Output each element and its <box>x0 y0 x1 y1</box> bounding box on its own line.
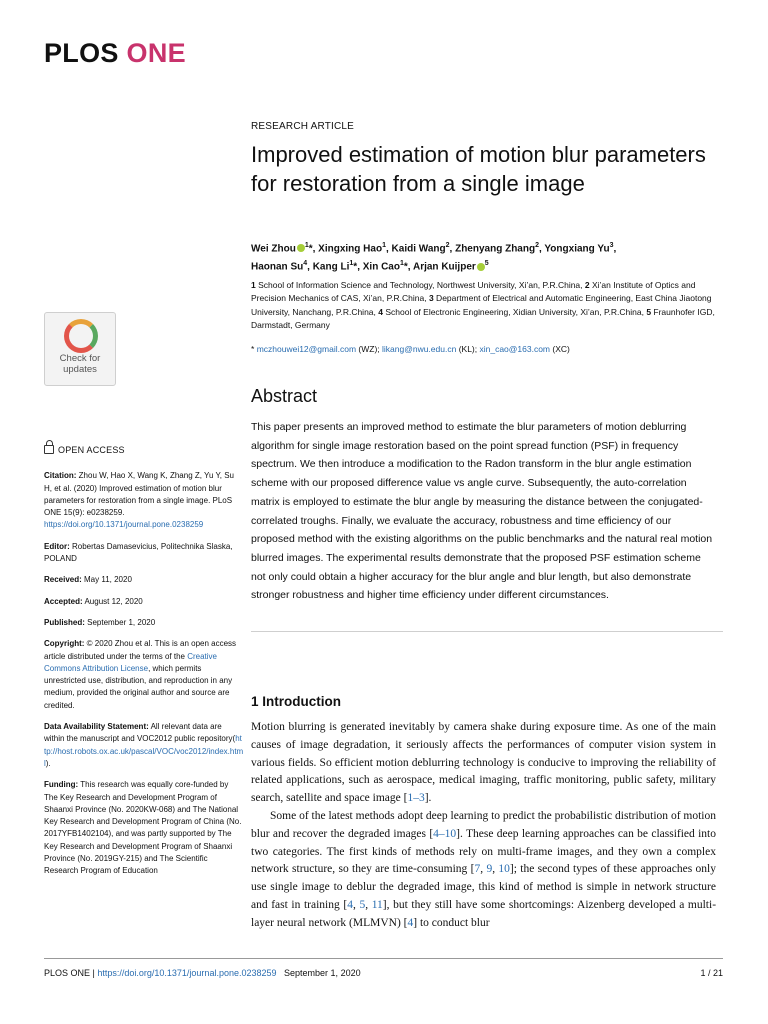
article-info-sidebar <box>44 444 244 887</box>
reference-link[interactable]: 9 <box>486 863 493 876</box>
intro-body <box>251 719 716 933</box>
data-availability: Data Availability Statement: All relevant data are within the manuscript and VOC2012 public repository(http://host.robots.ox.ac.uk/pascal/VOC/voc2012/index.html). <box>44 722 244 768</box>
article-type-label: RESEARCH ARTICLE <box>251 121 355 132</box>
affil-sup: 3 <box>609 242 614 249</box>
contact-emails: * mczhouwei12@gmail.com (WZ); likang@nwu.edu.cn (KL); xin_cao@163.com (XC) <box>251 344 570 354</box>
author-name: , Xingxing Hao <box>312 243 383 255</box>
reference-link[interactable]: 4–10 <box>433 827 457 840</box>
page-number: 1 / 21 <box>700 968 723 978</box>
citation: Citation: Zhou W, Hao X, Wang K, Zhang Z, Yu Y, Su H, et al. (2020) Improved estimation of motion blur parameters for restoration from a single image. PLoS ONE 15(9): e0238259. https://doi.org/10.1371/journal.pone.0238259 <box>44 471 235 530</box>
reference-link[interactable]: 7 <box>474 863 481 876</box>
email-link[interactable]: likang@nwu.edu.cn <box>382 344 457 354</box>
affil-sup: 4 <box>303 260 308 268</box>
citation-doi-link[interactable]: https://doi.org/10.1371/journal.pone.0238259 <box>44 520 204 530</box>
abstract-heading: Abstract <box>251 386 318 406</box>
corresponding-mark: * <box>353 261 358 273</box>
author-name: , Kaidi Wang <box>385 243 446 255</box>
data-link[interactable]: http://host.robots.ox.ac.uk/pascal/VOC/voc2012/index.html <box>44 734 244 768</box>
affiliations: 1 School of Information Science and Technology, Northwest University, Xi’an, P.R.China, 2 Xi’an Institute of Optics and Precision Mechanics of CAS, Xi’an, P.R.China, 3 Department of Electrical and Automatic Engineering, East China Jiaotong University, Nanchang, P.R.China, 4 School of Electronic Engineering, Xidian University, Xi’an, P.R.China, 5 Fraunhofer IGD, Darmstadt, Germany <box>251 280 715 330</box>
journal-logo: PLOS ONE <box>44 38 186 68</box>
reference-link[interactable]: 11 <box>371 898 383 911</box>
affil-sup: 1 <box>349 260 354 268</box>
received-date: Received: May 11, 2020 <box>44 575 132 585</box>
corresponding-mark: * <box>403 261 408 273</box>
article-title: Improved estimation of motion blur parameters for restoration from a single image <box>251 142 706 196</box>
author-name: , Arjan Kuijper <box>407 261 476 273</box>
affil-sup: 1 <box>382 242 386 249</box>
funding: Funding: This research was equally core-funded by The Key Research and Development Program of Shaanxi Province (No. 2020KW-068) and The National Key Research and Development Program of China (No. 2017YFB1402104), and was partly supported by The Key Research and Development Program of Shaanxi Province (No. 2019GY-215) and The Scientific Research Program of Education <box>44 780 242 876</box>
affil-sup: 5 <box>484 260 489 268</box>
email-link[interactable]: mczhouwei12@gmail.com <box>256 344 357 354</box>
affil-sup: 1 <box>304 242 309 249</box>
check-for-updates-badge[interactable]: Check for updates <box>44 312 116 386</box>
paragraph: Some of the latest methods adopt deep learning to predict the probabilistic distribution of motion blur and recover the degraded images [4–10]. These deep learning approaches can be classified into two categories. The first kinds of methods rely on multi-frame images, and they own a complex network structure, so they are time-consuming [7, 9, 10]; the second types of these approaches only use single image to deblur the degraded image, this kind of method is simple in network structure and fast in training [4, 5, 11], but they still have some shortcomings: Aizenberg developed a multi-layer neural network (MLMVN) [4] to conduct blur <box>251 809 717 929</box>
editor: Editor: Robertas Damasevicius, Politechnika Slaska, POLAND <box>44 541 233 564</box>
reference-link[interactable]: 4 <box>347 898 353 911</box>
published-date: Published: September 1, 2020 <box>44 617 156 627</box>
section-heading: 1 Introduction <box>251 694 341 709</box>
reference-link[interactable]: 1–3 <box>407 792 425 805</box>
crossmark-icon <box>64 319 98 353</box>
orcid-icon[interactable] <box>477 263 485 271</box>
footer-divider <box>44 958 723 959</box>
author-name: , Kang Li <box>307 261 350 273</box>
corresponding-mark: * <box>308 243 313 255</box>
author-sep: , <box>613 243 617 255</box>
email-link[interactable]: xin_cao@163.com <box>479 344 551 354</box>
author-name: , Xin Cao <box>357 261 400 273</box>
author-name: , Zhenyang Zhang <box>449 243 536 255</box>
reference-link[interactable]: 10 <box>498 863 510 876</box>
reference-link[interactable]: 4 <box>407 916 414 929</box>
paragraph: Motion blurring is generated inevitably by camera shake during exposure time. As one of the main causes of image degradation, it seriously affects the performances of computer vision system in various fields. So efficient motion deblurring technology is conducive to improving the reliability of related applications, such as aerospace, medical imaging, traffic monitoring, public safety, military search, satellite and space image [1–3]. <box>251 721 716 805</box>
accepted-date: Accepted: August 12, 2020 <box>44 596 143 606</box>
reference-link[interactable]: 5 <box>359 898 366 911</box>
footer-doi-link[interactable]: https://doi.org/10.1371/journal.pone.0238259 <box>97 968 277 978</box>
author-list <box>251 238 721 275</box>
orcid-icon[interactable] <box>297 244 305 252</box>
affil-sup: 2 <box>445 242 450 249</box>
author-name: , Yongxiang Yu <box>539 243 610 255</box>
page-footer: PLOS ONE | https://doi.org/10.1371/journal.pone.0238259 September 1, 2020 <box>44 968 361 978</box>
author-name: Wei Zhou <box>251 243 296 255</box>
affil-sup: 2 <box>535 242 539 249</box>
author-name: Haonan Su <box>251 261 304 273</box>
divider <box>251 631 723 632</box>
abstract-text: This paper presents an improved method to estimate the blur parameters of motion deblurring algorithm for single image restoration based on the point spread function (PSF) in frequency spectrum. We then introduce a modification to the Radon transform in the blur angle estimation scheme with our proposed difference value vs angle curve. Subsequently, the auto-correlation matrix is employed to estimate the blur angle by measuring the distance between the conjugated-correlated troughs. Finally, we evaluate the accuracy, robustness and time efficiency of our proposed method with the existing algorithms on the public benchmarks and the natural real motion blurred images. The experimental results demonstrate that the proposed PSF estimation scheme not only could obtain a higher accuracy for the blur angle and blur length, but also demonstrate stronger robustness and higher time efficiency under different circumstances. <box>251 421 713 602</box>
license-link[interactable]: Creative Commons Attribution License <box>44 651 217 673</box>
open-access-label: OPEN ACCESS <box>44 444 244 456</box>
lock-open-icon <box>44 445 54 454</box>
affil-sup: 1 <box>399 260 404 268</box>
copyright: Copyright: © 2020 Zhou et al. This is an open access article distributed under the terms of the Creative Commons Attribution License, which permits unrestricted use, distribution, and reproduction in any medium, provided the original author and source are credited. <box>44 639 237 710</box>
